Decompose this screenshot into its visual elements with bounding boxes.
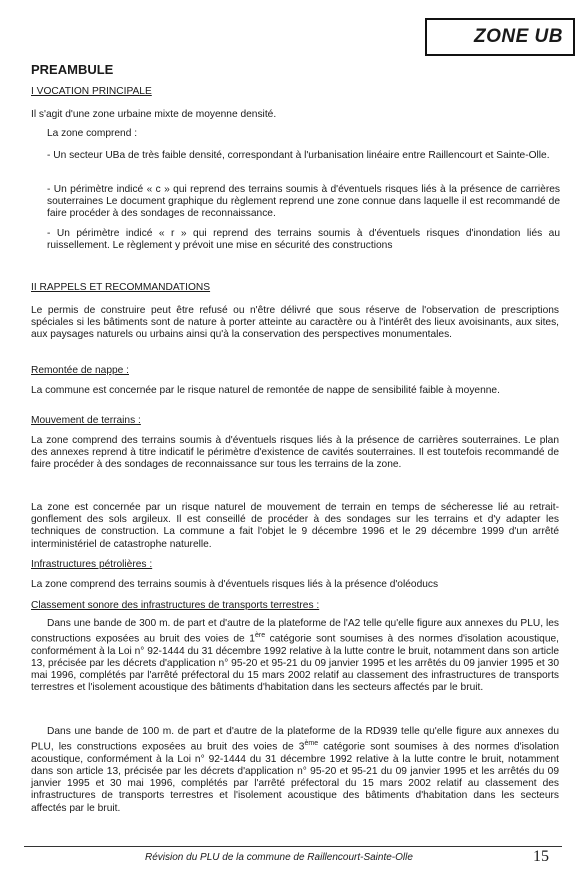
zone-item-carrieres: - Un périmètre indicé « c » qui reprend des terrains soumis à d'éventuels risques liés à la présence de carrières souterraines Le document graphique du règlement reprend une zone connue dans laquelle il est recommandé de faire procéder à des sondages de reconnaissance. — [47, 184, 560, 220]
zone-comprend-label: La zone comprend : — [47, 128, 138, 139]
section-1-intro: Il s'agit d'une zone urbaine mixte de moyenne densité. — [31, 109, 277, 120]
zone-label: ZONE UB — [474, 26, 563, 47]
mouvement-heading: Mouvement de terrains : — [31, 415, 141, 426]
rd939-text-part2: catégorie sont soumises à des normes d'isolation acoustique, conformément à la Loi n° 92-1444 du 31 décembre 1992 relative à la lutte contre le bruit, notamment dans son article 13, précisée par les décrets d'application n° 95-20 et 95-21 du 09 janvier 1995 et les arrêtés du 09 janvier 1995 et 30 mai 1996, complétés par l'arrêté préfectoral du 15 mars 2002 relatif au classement des infrastructures de transports terrestres et l'isolement acoustique des bâtiments d'habitation dans les secteurs affectés par le bruit. — [31, 741, 559, 814]
zone-label-box — [425, 18, 575, 56]
section-2-heading: II RAPPELS ET RECOMMANDATIONS — [31, 282, 211, 293]
zone-item-inondation: - Un périmètre indicé « r » qui reprend des terrains soumis à d'éventuels risques d'inondation liés au ruissellement. Le règlement y prévoit une mise en sécurité des constructions — [47, 228, 560, 252]
nappe-heading: Remontée de nappe : — [31, 365, 129, 376]
classement-heading: Classement sonore des infrastructures de transports terrestres : — [31, 600, 320, 611]
nappe-paragraph: La commune est concernée par le risque naturel de remontée de nappe de sensibilité faible à moyenne. — [31, 385, 500, 396]
classement-rd939-paragraph — [31, 726, 559, 815]
infrastructures-heading: Infrastructures pétrolières : — [31, 559, 153, 570]
mouvement-paragraph-1: La zone comprend des terrains soumis à d'éventuels risques liés à la présence de carrières souterraines. Le plan des annexes reprend à titre indicatif le périmètre d'existence de cavités souterraines. Il est toutefois recommandé de faire procéder à des sondages de reconnaissance sur tous les terrains de la zone. — [31, 435, 559, 471]
rd939-text-part1: Dans une bande de 100 m. de part et d'autre de la plateforme de la RD939 telle qu'elle figure aux annexes du PLU, les constructions exposées au bruit des voies de 3 — [31, 726, 559, 753]
page-number: 15 — [533, 848, 549, 865]
classement-a2-paragraph — [31, 618, 559, 695]
mouvement-paragraph-2: La zone est concernée par un risque naturel de mouvement de terrain en temps de sécheresse lié au retrait-gonflement des sols argileux. Il est conseillé de procéder à des sondages sur les terrains et d'y adapter les techniques de construction. La commune a fait l'objet le 9 décembre 1996 et le 29 décembre 1999 d'un arrêté interministériel de catastrophe naturelle. — [31, 502, 559, 550]
zone-item-uba: - Un secteur UBa de très faible densité, correspondant à l'urbanisation linéaire entre Raillencourt et Sainte-Olle. — [47, 150, 550, 161]
permis-paragraph: Le permis de construire peut être refusé ou n'être délivré que sous réserve de l'observation de prescriptions spéciales si les bâtiments sont de nature à porter atteinte au caractère ou à l'intérêt des lieux avoisinants, aux sites, aux paysages naturels ou urbains ainsi qu'à la conservation des perspectives monumentales. — [31, 305, 559, 341]
preamble-title: PREAMBULE — [31, 62, 114, 77]
a2-superscript: ère — [254, 632, 266, 640]
rd939-superscript: ème — [304, 740, 319, 748]
footer-text: Révision du PLU de la commune de Raillencourt-Sainte-Olle — [145, 852, 413, 863]
a2-text-part2: catégorie sont soumises à des normes d'isolation acoustique, conformément à la Loi n° 92-1444 du 31 décembre 1992 relative à la lutte contre le bruit, notamment dans son article 13, précisée par les décrets d'application n° 95-20 et 95-21 du 09 janvier 1995 et les arrêtés du 09 janvier 1995 et 30 mai 1996, complétés par l'arrêté préfectoral du 15 mars 2002 relatif au classement des infrastructures de transports terrestres et l'isolement acoustique des bâtiments d'habitation dans les secteurs affectés par le bruit. — [31, 633, 559, 694]
infrastructures-paragraph: La zone comprend des terrains soumis à d'éventuels risques liés à la présence d'oléoducs — [31, 579, 439, 590]
section-1-heading: I VOCATION PRINCIPALE — [31, 86, 152, 97]
a2-text-part1: Dans une bande de 300 m. de part et d'autre de la plateforme de l'A2 telle qu'elle figure aux annexes du PLU, les constructions exposées au bruit des voies de 1 — [31, 618, 559, 645]
footer-divider — [24, 846, 562, 847]
